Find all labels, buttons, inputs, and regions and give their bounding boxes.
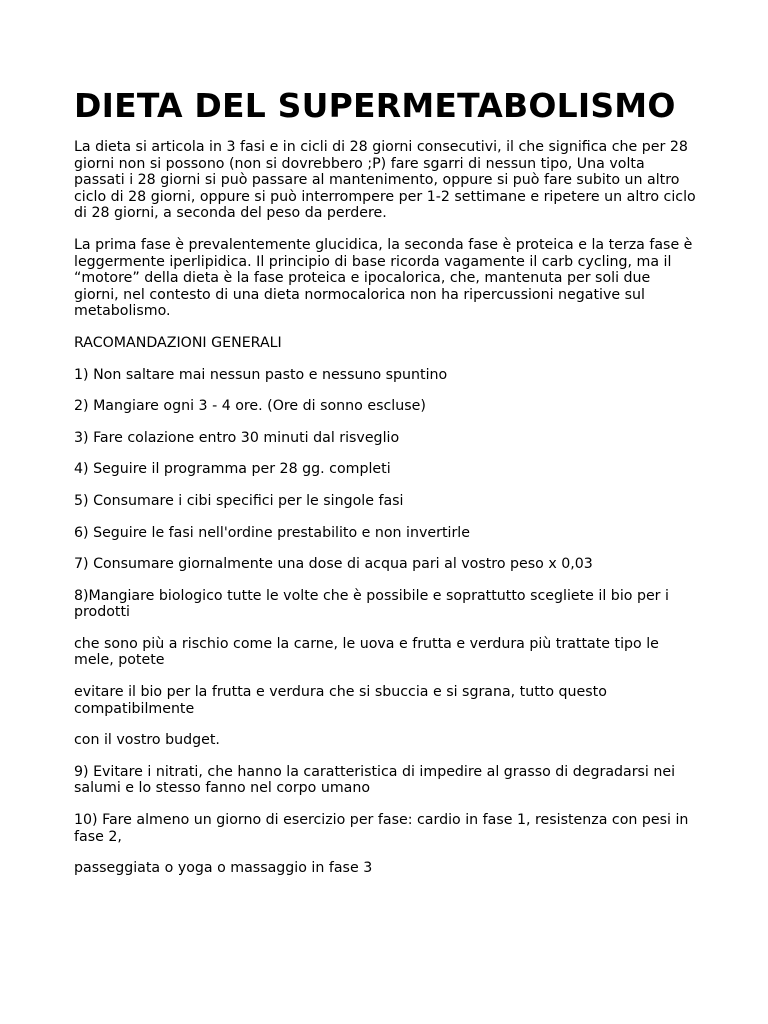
list-item: passeggiata o yoga o massaggio in fase 3: [74, 860, 373, 877]
list-item: con il vostro budget.: [74, 732, 220, 749]
list-item: 4) Seguire il programma per 28 gg. completi: [74, 461, 391, 478]
list-item: 3) Fare colazione entro 30 minuti dal risveglio: [74, 429, 400, 446]
list-item: evitare il bio per la frutta e verdura che si sbuccia e si sgrana, tutto questo compatibilmente: [74, 684, 607, 717]
phases-paragraph: La prima fase è prevalentemente glucidica, la seconda fase è proteica e la terza fase è leggermente iperlipidica. Il principio di base ricorda vagamente il carb cycling, ma il “motore” della dieta è la fase proteica e ipocalorica, che, mantenuta per soli due giorni, nel contesto di una dieta normocalorica non ha ripercussioni negative sul metabolismo.: [74, 236, 693, 320]
list-item: 2) Mangiare ogni 3 - 4 ore. (Ore di sonno escluse): [74, 398, 426, 415]
document-title: DIETA DEL SUPERMETABOLISMO: [74, 86, 676, 125]
intro-paragraph: La dieta si articola in 3 fasi e in cicli di 28 giorni consecutivi, il che significa che per 28 giorni non si possono (non si dovrebbero ;P) fare sgarri di nessun tipo, Una volta passati i 28 giorni si può passare al mantenimento, oppure si può fare subito un altro ciclo di 28 giorni, oppure si può interrompere per 1-2 settimane e ripetere un altro ciclo di 28 giorni, a seconda del peso da perdere.: [74, 139, 696, 222]
section-heading: RACOMANDAZIONI GENERALI: [74, 334, 282, 351]
list-item: 8)Mangiare biologico tutte le volte che è possibile e soprattutto scegliete il bio per i prodotti: [74, 587, 669, 621]
list-item: 1) Non saltare mai nessun pasto e nessuno spuntino: [74, 366, 448, 383]
list-item: 5) Consumare i cibi specifici per le singole fasi: [74, 492, 404, 509]
list-item: che sono più a rischio come la carne, le uova e frutta e verdura più trattate tipo le mele, potete: [74, 635, 659, 669]
list-item: 9) Evitare i nitrati, che hanno la caratteristica di impedire al grasso di degradarsi nei salumi e lo stesso fanno nel corpo umano: [74, 763, 676, 797]
list-item: 7) Consumare giornalmente una dose di acqua pari al vostro peso x 0,03: [74, 556, 593, 573]
list-item: 6) Seguire le fasi nell'ordine prestabilito e non invertirle: [74, 524, 470, 541]
list-item: 10) Fare almeno un giorno di esercizio per fase: cardio in fase 1, resistenza con pesi in fase 2,: [74, 812, 689, 845]
document-page: [74, 86, 696, 892]
